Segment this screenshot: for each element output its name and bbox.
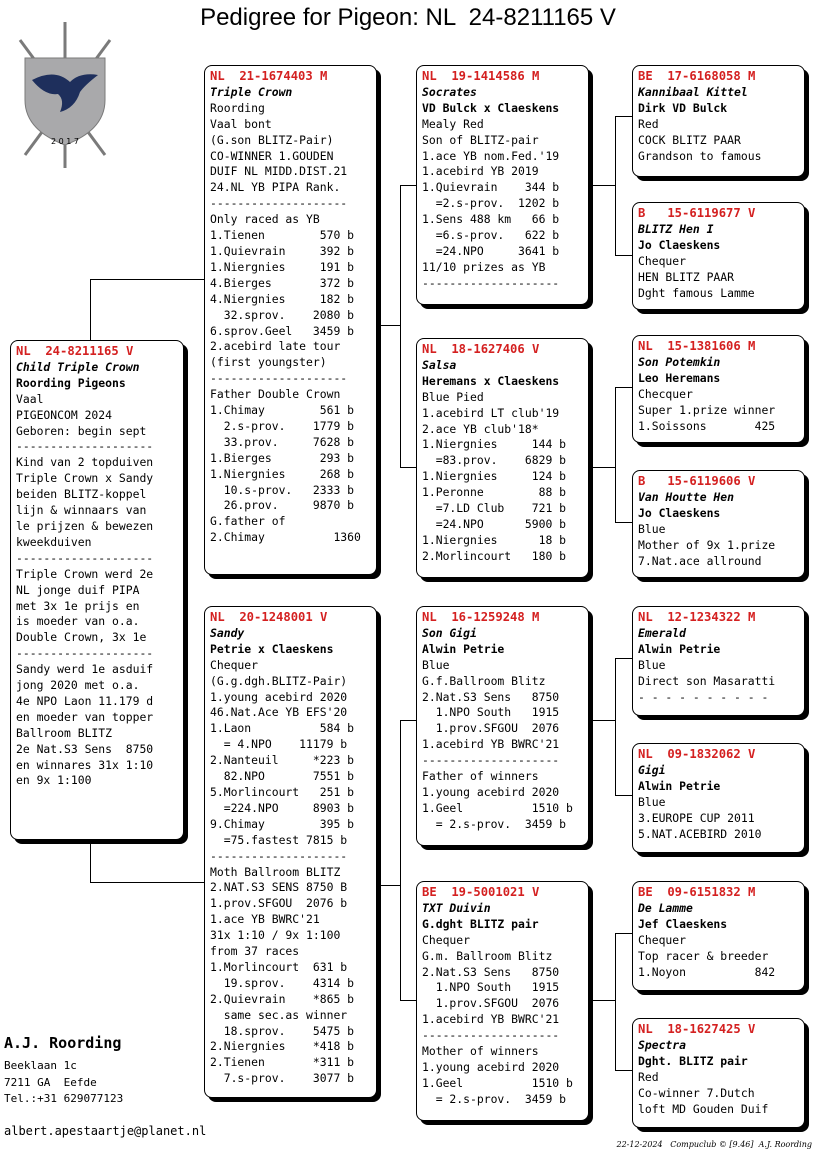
card-text-line: 4.Niergnies 182 b [210,291,355,306]
card-text-line: Father Double Crown [210,387,341,402]
card-text-line: COCK BLITZ PAAR [638,132,741,147]
connector-line [589,185,615,186]
card-text-line: Mealy Red [422,116,484,131]
card-text-line: HEN BLITZ PAAR [638,269,735,284]
card-text-line: 18.sprov. 5475 b [210,1023,355,1038]
card-text-line: kweekduiven [16,534,92,549]
owner-address: Beeklaan 1c [4,1059,77,1072]
breeder-name: Jef Claeskens [638,916,728,931]
connector-line [90,840,91,882]
card-text-line: 1.Peronne 88 b [422,485,567,500]
card-text-line: Double Crown, 3x 1e [16,630,147,645]
owner-email: albert.apestaartje@planet.nl [4,1124,207,1138]
card-text-line: Triple Crown werd 2e [16,566,154,581]
pigeon-name: Kannibaal Kittel [638,84,748,99]
card-text-line: 2.Nanteuil *223 b [210,753,355,768]
connector-line [615,116,632,117]
breeder-name: Petrie x Claeskens [210,641,334,656]
pigeon-card-ssd [632,202,805,310]
pigeon-card-sdd [632,470,805,578]
card-text-line: -------------------- [210,848,348,863]
connector-line [615,658,616,795]
card-text-line: 1.young acebird 2020 [422,1059,560,1074]
card-text-line: 2.Quievrain *865 b [210,991,355,1006]
card-text-line: 10.s-prov. 2333 b [210,482,355,497]
pigeon-card-sire [204,65,377,575]
connector-line [615,522,632,523]
card-text-line: 26.prov. 9870 b [210,498,355,513]
card-text-line: = 2.s-prov. 3459 b [422,1091,567,1106]
card-text-line: Blue [638,521,666,536]
owner-block [4,1034,224,1108]
card-text-line: 1.Geel 1510 b [422,800,573,815]
card-text-line: -------------------- [210,371,348,386]
pigeon-name: Socrates [422,84,477,99]
card-text-line: Mother of winners [422,1044,539,1059]
card-text-line: 1.prov.SFGOU 2076 b [210,896,348,911]
connector-line [615,387,616,522]
ring-number: NL 18-1627425 V [638,1022,756,1036]
card-text-line: -------------------- [422,753,560,768]
card-text-line: met 3x 1e prijs en [16,598,140,613]
card-text-line: 82.NPO 7551 b [210,769,355,784]
ring-number: NL 21-1674403 M [210,69,328,83]
pigeon-name: Son Gigi [422,625,477,640]
connector-line [400,185,401,467]
card-text-line: 1.Chimay 561 b [210,403,355,418]
card-text-line: lijn & winnaars van [16,503,147,518]
card-text-line: 4.Bierges 372 b [210,275,355,290]
card-text-line: -------------------- [16,550,154,565]
breeder-name: Alwin Petrie [638,641,721,656]
breeder-name: Dirk VD Bulck [638,100,728,115]
card-text-line: =83.prov. 6829 b [422,453,567,468]
card-text-line: 2.acebird late tour [210,339,341,354]
card-text-line: (first youngster) [210,355,327,370]
pigeon-name: Emerald [638,625,687,640]
card-text-line: Chequer [638,932,687,947]
logo-year: 2 0 1 7 [51,137,79,146]
card-text-line: 32.sprov. 2080 b [210,307,355,322]
card-text-line: Chequer [638,253,687,268]
card-text-line: 46.Nat.Ace YB EFS'20 [210,705,348,720]
card-text-line: Geboren: begin sept [16,423,147,438]
card-text-line: 1.Bierges 293 b [210,450,355,465]
connector-line [90,279,204,280]
breeder-name: Leo Heremans [638,370,721,385]
ring-number: NL 16-1259248 M [422,610,540,624]
card-text-line: =6.s-prov. 622 b [422,228,560,243]
card-text-line: Only raced as YB [210,212,320,227]
card-text-line: G.f.Ballroom Blitz [422,673,546,688]
club-logo [10,20,120,170]
card-text-line: Super 1.prize winner [638,402,776,417]
card-text-line: Son of BLITZ-pair [422,132,539,147]
card-text-line: - - - - - - - - - - [638,689,769,704]
connector-line [615,933,616,1070]
ring-number: B 15-6119606 V [638,474,756,488]
card-text-line: 1.acebird YB BWRC'21 [422,737,560,752]
connector-line [90,882,204,883]
card-text-line: 1.NPO South 1915 [422,980,560,995]
card-text-line: Blue [638,657,666,672]
connector-line [615,255,632,256]
card-text-line: Chequer [210,657,259,672]
card-text-line: -------------------- [422,275,560,290]
card-text-line: Blue [422,657,450,672]
connector-line [377,885,400,886]
pigeon-name: Gigi [638,762,666,777]
card-text-line: jong 2020 met o.a. [16,678,140,693]
card-text-line: 1.ace YB BWRC'21 [210,912,320,927]
card-text-line: loft MD Gouden Duif [638,1101,769,1116]
card-text-line: Co-winner 7.Dutch [638,1085,755,1100]
card-text-line: 1.Niergnies 191 b [210,259,355,274]
card-text-line: 33.prov. 7628 b [210,434,355,449]
ring-number: B 15-6119677 V [638,206,756,220]
ring-number: BE 19-5001021 V [422,885,540,899]
card-text-line: beiden BLITZ-koppel [16,487,147,502]
breeder-name: Roording Pigeons [16,375,126,390]
owner-postcode: 7211 GA Eefde [4,1075,97,1089]
ring-number: NL 24-8211165 V [16,344,134,358]
card-text-line: CO-WINNER 1.GOUDEN [210,148,334,163]
card-text-line: 2.ace YB club'18* [422,421,539,436]
pigeon-card-ddd [632,1018,805,1128]
connector-line [589,720,615,721]
pigeon-card-dam [204,606,377,1098]
breeder-name: Alwin Petrie [422,641,505,656]
card-text-line: Father of winners [422,769,539,784]
card-text-line: is moeder van o.a. [16,614,140,629]
card-text-line: G.m. Ballroom Blitz [422,948,553,963]
pigeon-name: De Lamme [638,900,693,915]
card-text-line: =2.s-prov. 1202 b [422,196,560,211]
ring-number: NL 20-1248001 V [210,610,328,624]
pigeon-card-sss [632,65,805,177]
card-text-line: -------------------- [210,196,348,211]
owner-name: A.J. Roording [4,1034,122,1052]
card-text-line: Blue [638,794,666,809]
card-text-line: 1.acebird LT club'19 [422,405,560,420]
pigeon-name: Triple Crown [210,84,293,99]
card-text-line: 1.Sens 488 km 66 b [422,212,560,227]
ring-number: BE 09-6151832 M [638,885,756,899]
breeder-name: Jo Claeskens [638,505,721,520]
card-text-line: 31x 1:10 / 9x 1:100 [210,928,341,943]
card-text-line: 2e Nat.S3 Sens 8750 [16,741,154,756]
card-text-line: 7.Nat.ace allround [638,553,762,568]
connector-line [615,658,632,659]
card-text-line: Top racer & breeder [638,948,769,963]
footer-credit: 22-12-2024 Compuclub © [9.46] A.J. Roording [616,1140,812,1149]
card-text-line: = 4.NPO 11179 b [210,737,348,752]
card-text-line: 1.prov.SFGOU 2076 [422,996,560,1011]
ring-number: NL 12-1234322 M [638,610,756,624]
card-text-line: 2.Chimay 1360 [210,530,361,545]
card-text-line: NL jonge duif PIPA [16,582,140,597]
card-text-line: 2.Niergnies *418 b [210,1039,355,1054]
card-text-line: 1.Morlincourt 631 b [210,959,348,974]
card-text-line: Checquer [638,386,693,401]
pigeon-name: BLITZ Hen I [638,221,714,236]
pigeon-name: Van Houtte Hen [638,489,735,504]
card-text-line: 1.Niergnies 268 b [210,466,355,481]
breeder-name: VD Bulck x Claeskens [422,100,560,115]
connector-line [615,795,632,796]
card-text-line: 1.Niergnies 18 b [422,532,567,547]
card-text-line: DUIF NL MIDD.DIST.21 [210,164,348,179]
card-text-line: -------------------- [422,1028,560,1043]
card-text-line: 1.Quievrain 392 b [210,243,355,258]
pigeon-card-dd [416,881,589,1121]
card-text-line: en winnares 31x 1:10 [16,757,154,772]
card-text-line: 2.s-prov. 1779 b [210,418,355,433]
pigeon-name: TXT Duivin [422,900,491,915]
card-text-line: 1.Laon 584 b [210,721,355,736]
card-text-line: 24.NL YB PIPA Rank. [210,180,341,195]
card-text-line: 2.Morlincourt 180 b [422,548,567,563]
card-text-line: (G.g.dgh.BLITZ-Pair) [210,673,348,688]
card-text-line: 4e NPO Laon 11.179 d [16,693,154,708]
card-text-line: 1.acebird YB BWRC'21 [422,1012,560,1027]
card-text-line: 1.Noyon 842 [638,964,776,979]
card-text-line: Red [638,1069,659,1084]
card-text-line: le prijzen & bewezen [16,518,154,533]
ring-number: NL 18-1627406 V [422,342,540,356]
card-text-line: 1.Soissons 425 [638,418,776,433]
pigeon-card-subject [10,340,184,840]
connector-line [615,387,632,388]
breeder-name: Dght. BLITZ pair [638,1053,748,1068]
owner-phone: Tel.:+31 629077123 [4,1092,124,1105]
card-text-line: Roording [210,100,265,115]
card-text-line: en moeder van topper [16,709,154,724]
card-text-line: 1.Geel 1510 b [422,1075,573,1090]
pigeon-card-dds [632,881,805,991]
pigeon-name: Sandy [210,625,245,640]
card-text-line: Red [638,116,659,131]
card-text-line: 1.Niergnies 124 b [422,469,567,484]
card-text-line: Chequer [422,932,471,947]
card-text-line: Moth Ballroom BLITZ [210,864,341,879]
card-text-line: 5.NAT.ACEBIRD 2010 [638,826,762,841]
card-text-line: 1.young acebird 2020 [422,784,560,799]
pigeon-card-ss [416,65,589,305]
pigeon-card-dsd [632,743,805,853]
connector-line [589,467,615,468]
card-text-line: same sec.as winner [210,1007,348,1022]
breeder-name: Heremans x Claeskens [422,373,560,388]
pigeon-card-sds [632,335,805,443]
pigeon-name: Spectra [638,1037,687,1052]
card-text-line: Dght famous Lamme [638,285,755,300]
card-text-line: 2.Nat.S3 Sens 8750 [422,689,560,704]
pigeon-name: Salsa [422,357,457,372]
connector-line [400,185,416,186]
breeder-name: G.dght BLITZ pair [422,916,539,931]
connector-line [377,325,400,326]
card-text-line: =75.fastest 7815 b [210,832,348,847]
card-text-line: =7.LD Club 721 b [422,501,567,516]
card-text-line: Triple Crown x Sandy [16,471,154,486]
connector-line [400,720,416,721]
pigeon-name: Child Triple Crown [16,359,140,374]
ring-number: NL 19-1414586 M [422,69,540,83]
connector-line [615,933,632,934]
card-text-line: =24.NPO 5900 b [422,516,567,531]
card-text-line: Grandson to famous [638,148,762,163]
card-text-line: Vaal [16,391,44,406]
connector-line [589,1000,615,1001]
card-text-line: Vaal bont [210,116,272,131]
card-text-line: Kind van 2 topduiven [16,455,154,470]
card-text-line: 9.Chimay 395 b [210,816,355,831]
card-text-line: 3.EUROPE CUP 2011 [638,810,755,825]
card-text-line: 6.sprov.Geel 3459 b [210,323,355,338]
card-text-line: en 9x 1:100 [16,773,92,788]
card-text-line: Blue Pied [422,389,484,404]
card-text-line: =224.NPO 8903 b [210,800,355,815]
card-text-line: 2.NAT.S3 SENS 8750 B [210,880,348,895]
card-text-line: 2.Nat.S3 Sens 8750 [422,964,560,979]
card-text-line: from 37 races [210,944,300,959]
breeder-name: Alwin Petrie [638,778,721,793]
pigeon-name: Son Potemkin [638,354,721,369]
card-text-line: Mother of 9x 1.prize [638,537,776,552]
card-text-line: = 2.s-prov. 3459 b [422,816,567,831]
ring-number: NL 09-1832062 V [638,747,756,761]
card-text-line: 1.Niergnies 144 b [422,437,567,452]
card-text-line: 1.young acebird 2020 [210,689,348,704]
connector-line [615,116,616,255]
card-text-line: 1.acebird YB 2019 [422,164,539,179]
card-text-line: 2.Tienen *311 b [210,1055,355,1070]
card-text-line: 1.NPO South 1915 [422,705,560,720]
pigeon-card-dss [632,606,805,716]
card-text-line: Ballroom BLITZ [16,725,113,740]
connector-line [400,1000,416,1001]
ring-number: NL 15-1381606 M [638,339,756,353]
card-text-line: -------------------- [16,439,154,454]
card-text-line: -------------------- [16,646,154,661]
breeder-name: Jo Claeskens [638,237,721,252]
card-text-line: PIGEONCOM 2024 [16,407,113,422]
connector-line [400,720,401,1000]
connector-line [615,1070,632,1071]
pigeon-card-sd [416,338,589,578]
page-title: Pedigree for Pigeon: NL 24-8211165 V [200,4,616,31]
card-text-line: =24.NPO 3641 b [422,243,560,258]
card-text-line: 5.Morlincourt 251 b [210,784,355,799]
card-text-line: 1.prov.SFGOU 2076 [422,721,560,736]
connector-line [400,467,416,468]
card-text-line: 1.Quievrain 344 b [422,180,560,195]
card-text-line: 11/10 prizes as YB [422,259,546,274]
card-text-line: G.father of [210,514,286,529]
card-text-line: Direct son Masaratti [638,673,776,688]
card-text-line: 1.ace YB nom.Fed.'19 [422,148,560,163]
card-text-line: 1.Tienen 570 b [210,228,355,243]
card-text-line: Sandy werd 1e asduif [16,662,154,677]
connector-line [90,279,91,340]
ring-number: BE 17-6168058 M [638,69,756,83]
card-text-line: 7.s-prov. 3077 b [210,1071,355,1086]
card-text-line: 19.sprov. 4314 b [210,975,355,990]
pigeon-card-ds [416,606,589,846]
card-text-line: (G.son BLITZ-Pair) [210,132,334,147]
